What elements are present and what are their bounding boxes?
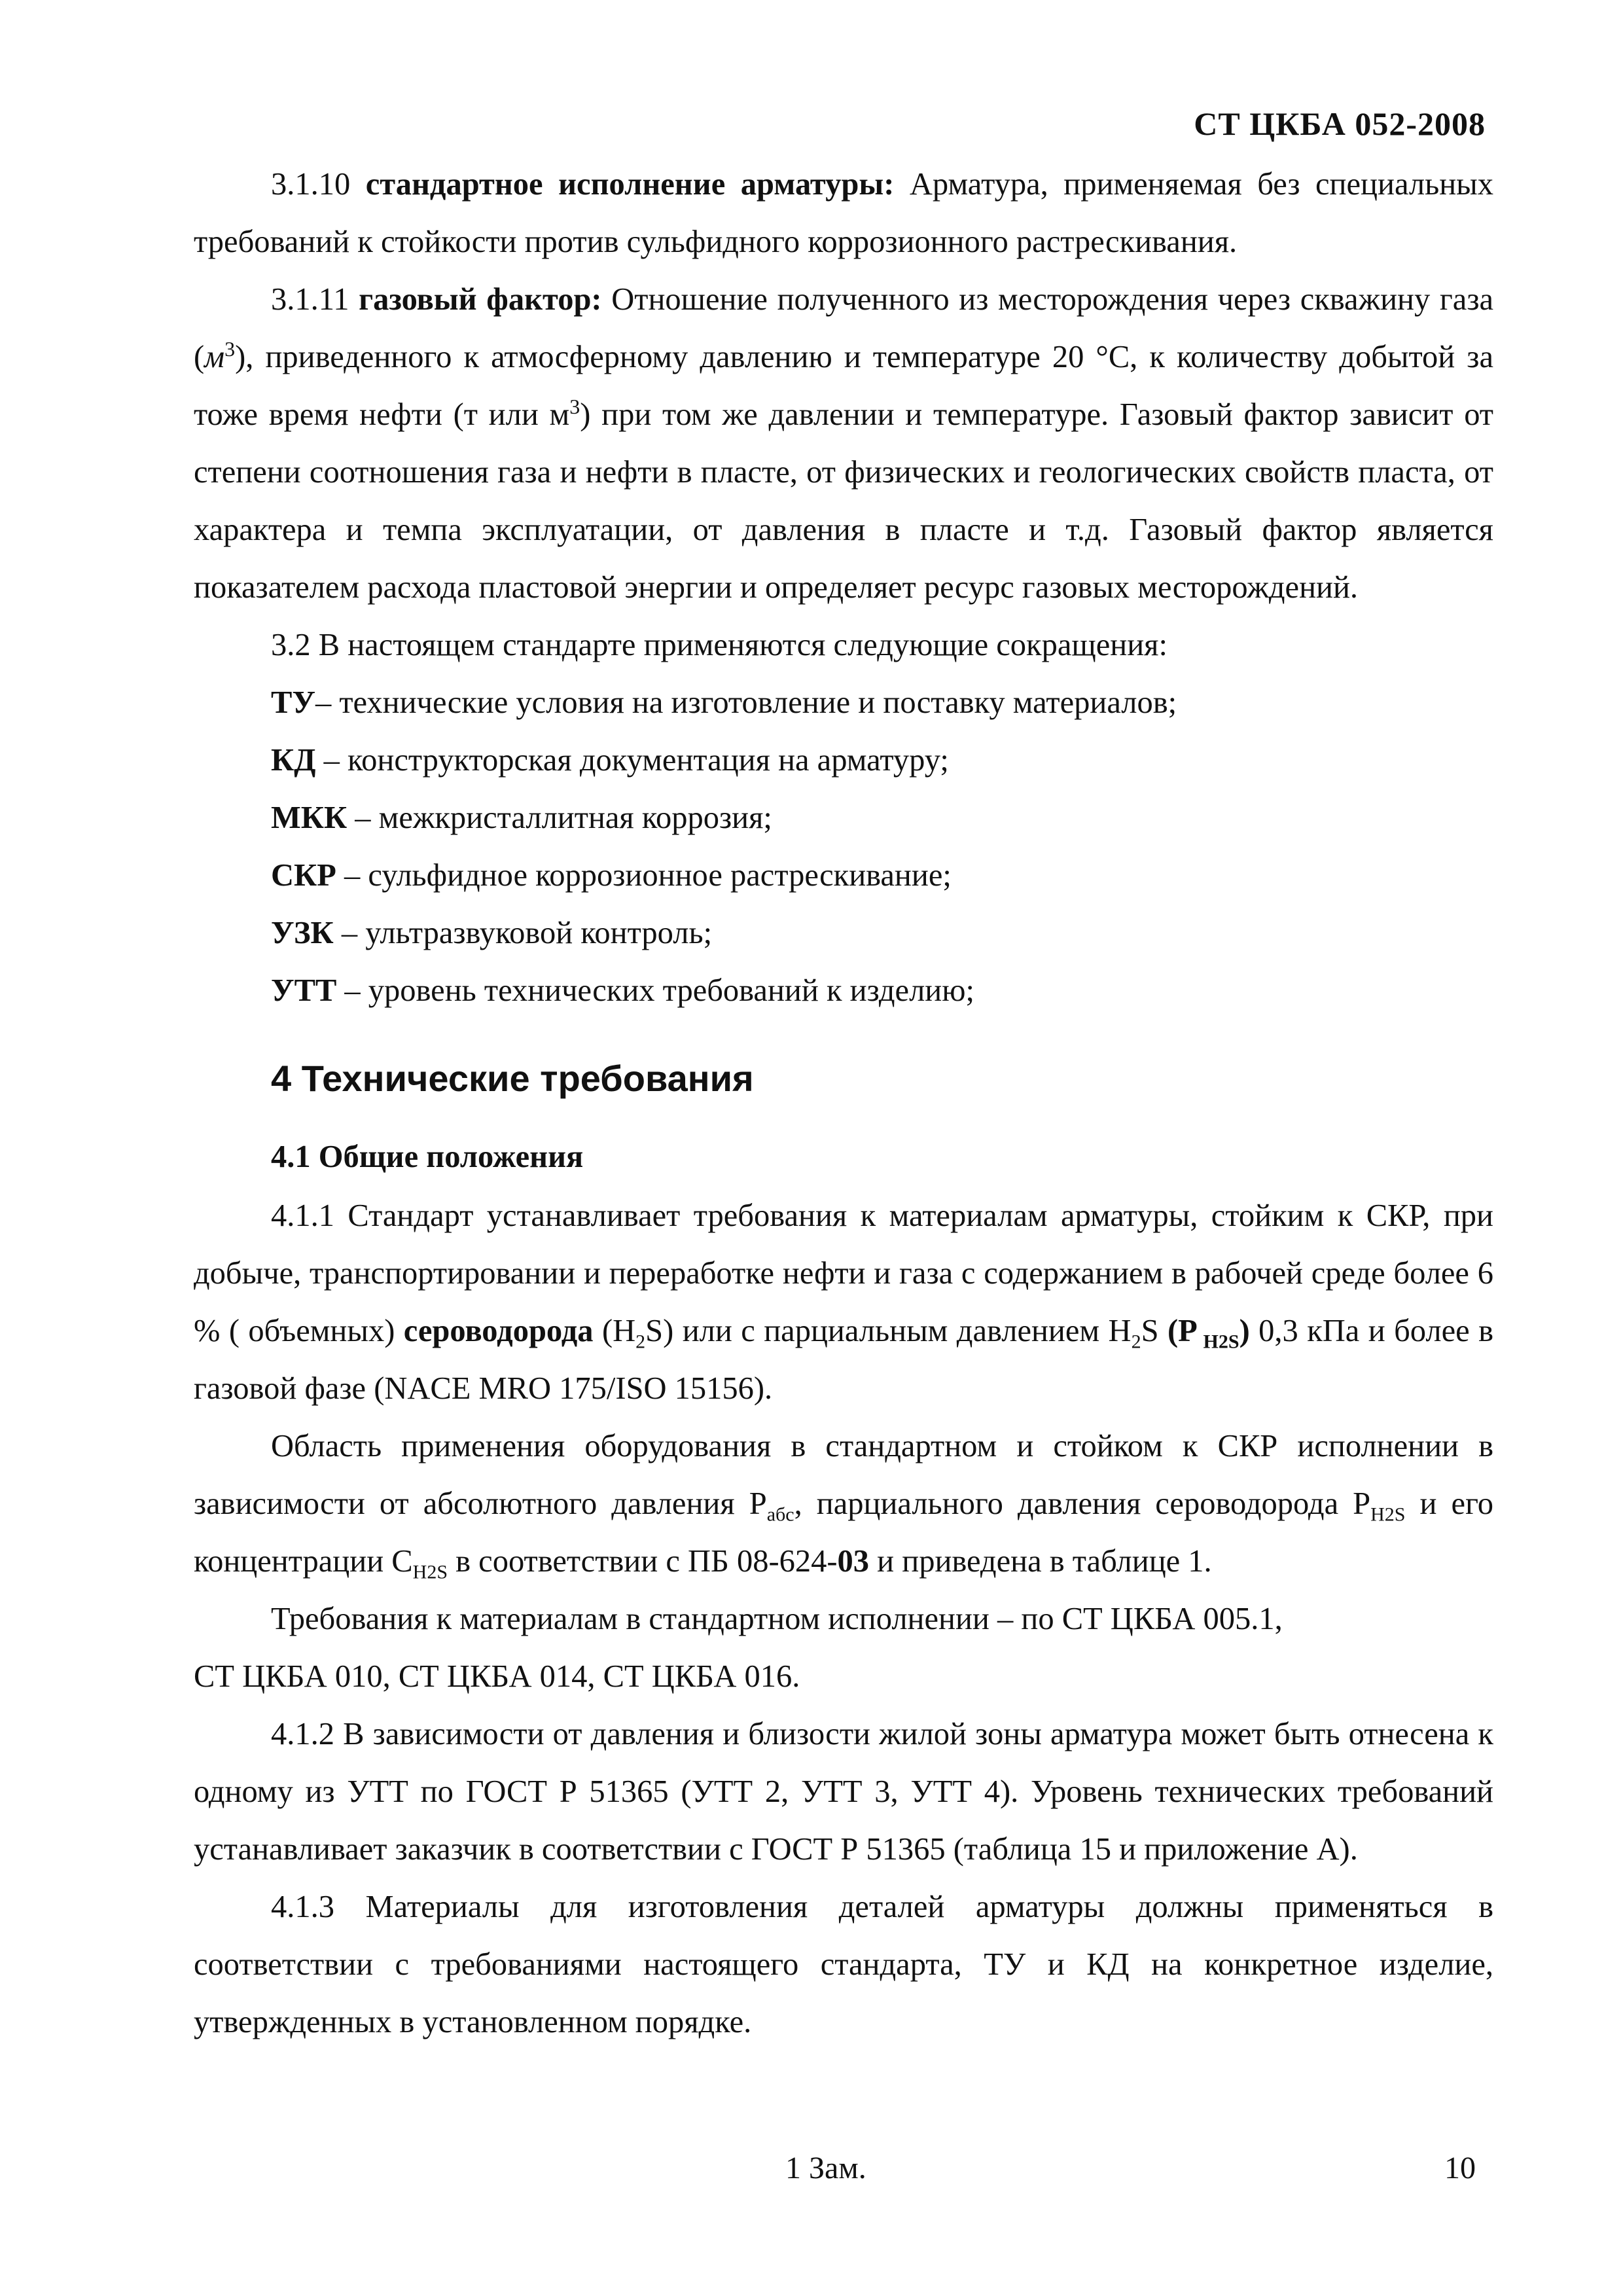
abbreviation-definition: уровень технических требований к изделию; [368, 973, 974, 1008]
abbreviation-term: КД [271, 743, 316, 778]
abbreviation-item [194, 674, 1493, 732]
defined-term: стандартное исполнение арматуры: [365, 167, 895, 202]
clause-material-requirements: Требования к материалам в стандартном исполнении – по СТ ЦКБА 005.1, [271, 1602, 1283, 1636]
text-part: и его концентрации C [194, 1486, 1494, 1579]
defined-term: газовый фактор: [359, 282, 602, 317]
abbreviation-term: УЗК [271, 916, 334, 950]
definition-text-part: ) при том же давлении и температуре. Газовый фактор зависит от степени соотношения газа и нефти в пласте, от физических и геологических свойств пласта, от характера и темпа эксплуатации, от давления в пласте и т.д. Газовый фактор является показателем расхода пластовой энергии и определяет ресурс газовых месторождений. [194, 397, 1493, 605]
document-body [194, 156, 1493, 2051]
abbreviation-definition: ультразвуковой контроль; [365, 916, 713, 950]
abbreviation-item [194, 905, 1493, 962]
text-part: , парциального давления сероводорода P [794, 1486, 1371, 1521]
page-number: 10 [1444, 2151, 1476, 2185]
abbreviation-item [194, 847, 1493, 905]
abbreviation-separator: – [315, 685, 340, 720]
abbreviation-item [194, 962, 1493, 1020]
subscript: 2 [635, 1331, 646, 1353]
bold-symbol-text: (P [1167, 1314, 1198, 1348]
abbreviation-separator: – [333, 916, 366, 950]
document-code-header: СТ ЦКБА 052-2008 [1194, 105, 1486, 142]
definition-3-1-10 [194, 156, 1493, 271]
abbreviation-separator: – [336, 858, 368, 893]
abbreviation-term: СКР [271, 858, 336, 893]
text-part: в соответствии с ПБ 08-624- [448, 1544, 838, 1579]
abbreviation-definition: межкристаллитная коррозия; [378, 800, 772, 835]
text-part: 4.1.1 Стандарт устанавливает требования к материалам арматуры, стойким к СКР, при добыче, транспортировании и переработке нефти и газа с содержанием в рабочей среде более 6 % ( объемных) [194, 1198, 1493, 1348]
footer-change-note: 1 Зам. [785, 2151, 866, 2185]
bold-number: 03 [837, 1544, 870, 1579]
abbreviation-definition: сульфидное коррозионное растрескивание; [368, 858, 952, 893]
clause-number: 3.1.11 [271, 282, 349, 317]
text-part: S [1141, 1314, 1168, 1348]
subscript: H2S [1370, 1503, 1406, 1526]
definition-text-part: ), приведенного к атмосферному давлению и температуре 20 °С, к количеству добытой за тоже время нефти (т или м [194, 340, 1493, 432]
abbreviation-term: УТТ [271, 973, 337, 1008]
definition-text: Арматура, применяемая без специальных требований к стойкости против сульфидного коррозионного растрескивания. [194, 167, 1494, 259]
superscript: 3 [569, 394, 580, 418]
text-part: Область применения оборудования в стандартном и стойком к СКР исполнении в зависимости от абсолютного давления P [194, 1429, 1493, 1521]
abbreviation-separator: – [315, 743, 348, 778]
abbreviations-intro: 3.2 В настоящем стандарте применяются следующие сокращения: [271, 628, 1168, 662]
clause-application-area [194, 1418, 1493, 1590]
subscript: абс [766, 1503, 794, 1526]
section-heading: 4 Технические требования [271, 1058, 754, 1099]
abbreviation-list [194, 674, 1493, 1020]
bold-symbol-text: ) [1239, 1314, 1250, 1348]
clause-number: 3.1.10 [271, 167, 351, 202]
text-part: S) или с парциальным давлением H [645, 1314, 1132, 1348]
bold-term: сероводорода [403, 1314, 594, 1348]
subscript: H2S [1197, 1331, 1240, 1353]
clause-4-1-2: 4.1.2 В зависимости от давления и близости жилой зоны арматура может быть отнесена к одному из УТТ по ГОСТ Р 51365 (УТТ 2, УТТ 3, УТТ 4). Уровень технических требований устанавливает заказчик в соответствии с ГОСТ Р 51365 (таблица 15 и приложение А). [194, 1717, 1493, 1867]
abbreviation-item [194, 732, 1493, 789]
definition-text-part: Отношение полученного из месторождения через скважину газа ( [194, 282, 1493, 374]
definition-3-1-11 [194, 271, 1493, 617]
clause-4-1-1 [194, 1187, 1493, 1418]
subscript: 2 [1131, 1331, 1141, 1353]
abbreviation-separator: – [336, 973, 368, 1008]
abbreviation-item [194, 789, 1493, 847]
abbreviation-separator: – [347, 800, 379, 835]
abbreviation-term: МКК [271, 800, 348, 835]
clause-4-1-3: 4.1.3 Материалы для изготовления деталей арматуры должны применяться в соответствии с требованиями настоящего стандарта, ТУ и КД на конкретное изделие, утвержденных в установленном порядке. [194, 1890, 1493, 2039]
subsection-heading: 4.1 Общие положения [271, 1139, 584, 1174]
abbreviation-term: ТУ [271, 685, 315, 720]
abbreviation-definition: технические условия на изготовление и поставку материалов; [339, 685, 1177, 720]
unit-italic: м [204, 340, 225, 374]
text-part: и приведена в таблице 1. [869, 1544, 1212, 1579]
abbreviation-definition: конструкторская документация на арматуру; [348, 743, 949, 778]
clause-material-requirements-continued: СТ ЦКБА 010, СТ ЦКБА 014, СТ ЦКБА 016. [194, 1659, 800, 1694]
text-part: (H [593, 1314, 636, 1348]
bold-symbol [1167, 1314, 1250, 1353]
superscript: 3 [224, 336, 236, 361]
subscript: H2S [412, 1561, 448, 1583]
text-part: 0,3 кПа и более в газовой фазе (NACE MRO 175/ISO 15156). [194, 1314, 1493, 1406]
